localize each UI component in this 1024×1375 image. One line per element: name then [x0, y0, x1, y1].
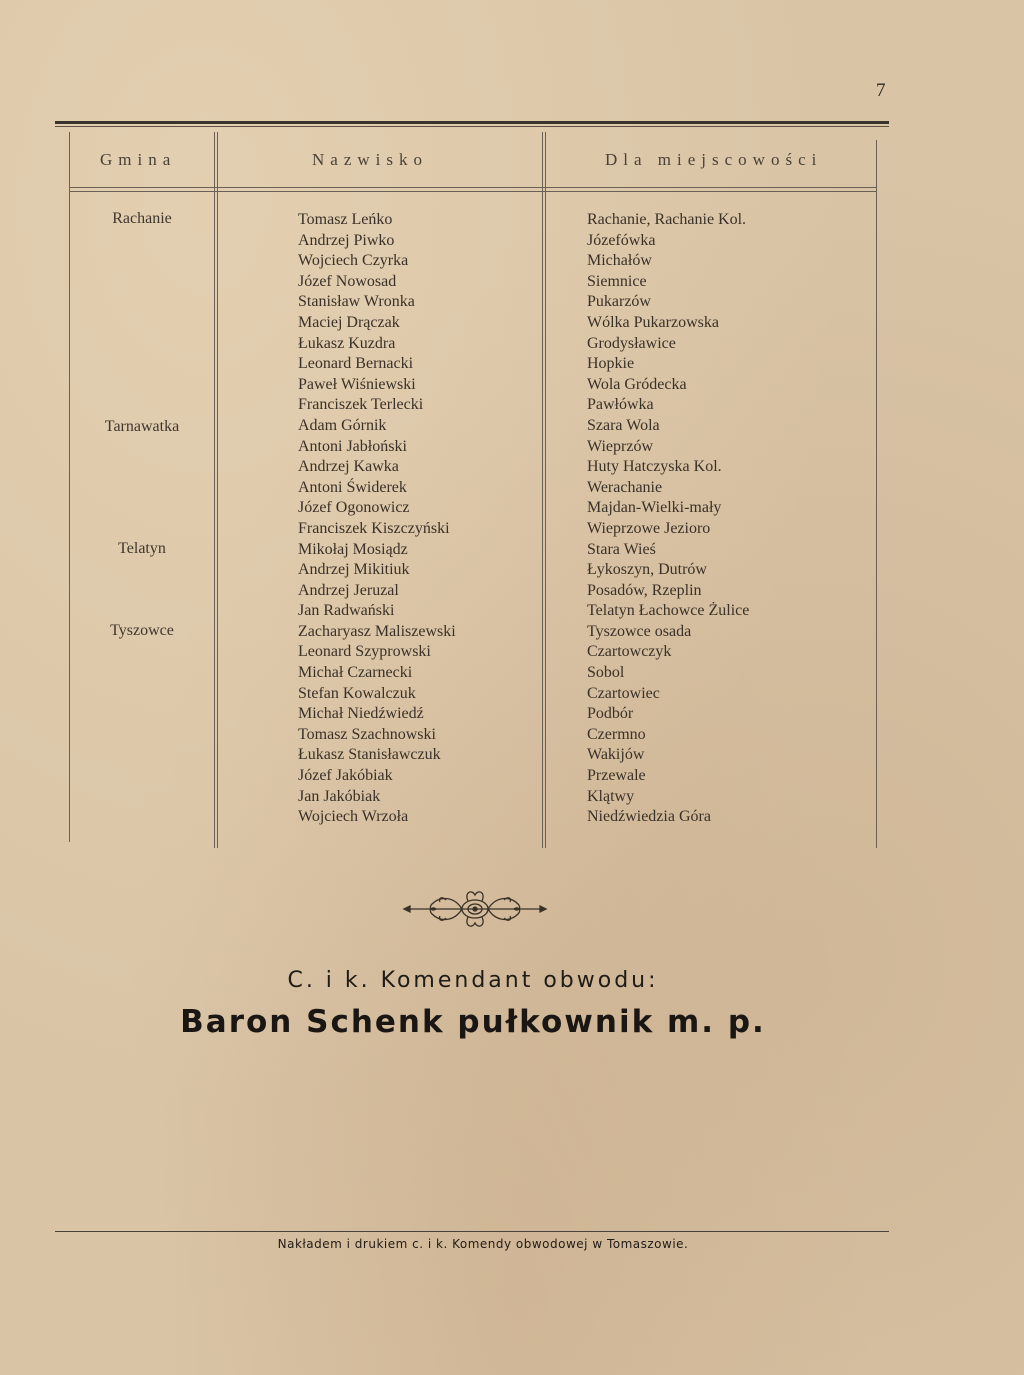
table-right-border: [876, 140, 877, 848]
places-column: [587, 210, 749, 828]
list-item: Leonard Bernacki: [298, 355, 414, 373]
signature-title: C. i k. Komendant obwodu:: [287, 968, 659, 993]
list-item: Grodysławice: [587, 334, 676, 352]
list-item: Wola Gródecka: [587, 375, 687, 393]
list-item: Łukasz Kuzdra: [298, 334, 396, 352]
list-item: Wakijów: [587, 746, 645, 764]
list-item: Tomasz Szachnowski: [298, 725, 436, 743]
list-item: Paweł Wiśniewski: [298, 375, 416, 393]
gmina-entry: Telatyn: [118, 540, 166, 557]
list-item: Jan Radwański: [298, 602, 395, 620]
list-item: Tyszowce osada: [587, 622, 692, 640]
names-column: [298, 210, 456, 828]
list-item: Franciszek Kiszczyński: [298, 519, 450, 537]
gmina-entry: Rachanie: [112, 210, 172, 227]
gmina-entry: Tyszowce: [110, 622, 174, 639]
header-gmina: Gmina: [100, 150, 177, 169]
list-item: Stara Wieś: [587, 540, 656, 558]
list-item: Franciszek Terlecki: [298, 396, 424, 414]
list-item: Huty Hatczyska Kol.: [587, 458, 722, 476]
list-item: Antoni Jabłoński: [298, 437, 407, 455]
list-item: Wólka Pukarzowska: [587, 313, 719, 331]
list-item: Sobol: [587, 664, 625, 682]
list-item: Podbór: [587, 705, 634, 723]
page-number: 7: [876, 80, 886, 101]
list-item: Stanisław Wronka: [298, 293, 415, 311]
list-item: Werachanie: [587, 478, 663, 496]
column-divider-2b: [545, 132, 546, 848]
ornament-divider: [402, 886, 548, 932]
list-item: Józef Jakóbiak: [298, 767, 393, 785]
list-item: Tomasz Leńko: [298, 211, 393, 228]
list-item: Łykoszyn, Dutrów: [587, 561, 707, 579]
list-item: Adam Górnik: [298, 416, 387, 434]
bottom-rule: [55, 1231, 889, 1232]
list-item: Czermno: [587, 725, 646, 743]
list-item: Wojciech Czyrka: [298, 252, 409, 270]
list-item: Czartowczyk: [587, 643, 672, 661]
top-rule-thin: [55, 126, 889, 127]
header-nazwisko: Nazwisko: [312, 150, 428, 169]
list-item: Klątwy: [587, 787, 635, 805]
list-item: Telatyn Łachowce Żulice: [587, 602, 750, 620]
imprint: Nakładem i drukiem c. i k. Komendy obwodowej w Tomaszowie.: [277, 1237, 689, 1251]
list-item: Michał Niedźwiedź: [298, 705, 424, 723]
list-item: Łukasz Stanisławczuk: [298, 746, 441, 764]
header-miejscowosci: Dla miejscowości: [605, 150, 823, 169]
list-item: Józef Nowosad: [298, 272, 397, 290]
list-item: Rachanie, Rachanie Kol.: [587, 211, 747, 228]
gmina-entry: Tarnawatka: [104, 418, 180, 435]
list-item: Siemnice: [587, 272, 647, 290]
list-item: Hopkie: [587, 355, 635, 373]
list-item: Pawłówka: [587, 396, 654, 414]
list-item: Maciej Drączak: [298, 313, 400, 331]
header-rule-1: [69, 187, 877, 188]
list-item: Andrzej Kawka: [298, 458, 399, 476]
list-item: Niedźwiedzia Góra: [587, 808, 711, 826]
list-item: Czartowiec: [587, 684, 660, 702]
list-item: Szara Wola: [587, 416, 660, 434]
list-item: Józef Ogonowicz: [298, 499, 410, 517]
list-item: Andrzej Jeruzal: [298, 581, 399, 599]
list-item: Antoni Świderek: [298, 478, 407, 496]
list-item: Stefan Kowalczuk: [298, 684, 416, 702]
list-item: Posadów, Rzeplin: [587, 581, 702, 599]
list-item: Leonard Szyprowski: [298, 643, 431, 661]
column-divider-1: [214, 132, 215, 848]
table-left-border: [69, 132, 70, 842]
header-rule-2: [69, 191, 877, 192]
signature-name: Baron Schenk pułkownik m. p.: [180, 1004, 766, 1040]
list-item: Wojciech Wrzoła: [298, 808, 409, 826]
list-item: Zacharyasz Maliszewski: [298, 622, 456, 640]
list-item: Wieprzowe Jezioro: [587, 519, 711, 537]
list-item: Andrzej Mikitiuk: [298, 561, 410, 579]
column-divider-2: [542, 132, 543, 848]
list-item: Pukarzów: [587, 293, 651, 311]
list-item: Majdan-Wielki-mały: [587, 499, 722, 517]
column-divider-1b: [217, 132, 218, 848]
list-item: Przewale: [587, 767, 646, 785]
list-item: Andrzej Piwko: [298, 231, 395, 249]
list-item: Józefówka: [587, 231, 656, 249]
list-item: Michał Czarnecki: [298, 664, 413, 682]
list-item: Wieprzów: [587, 437, 653, 455]
list-item: Mikołaj Mosiądz: [298, 540, 408, 558]
list-item: Jan Jakóbiak: [298, 787, 381, 805]
top-rule-thick: [55, 121, 889, 124]
list-item: Michałów: [587, 252, 652, 270]
